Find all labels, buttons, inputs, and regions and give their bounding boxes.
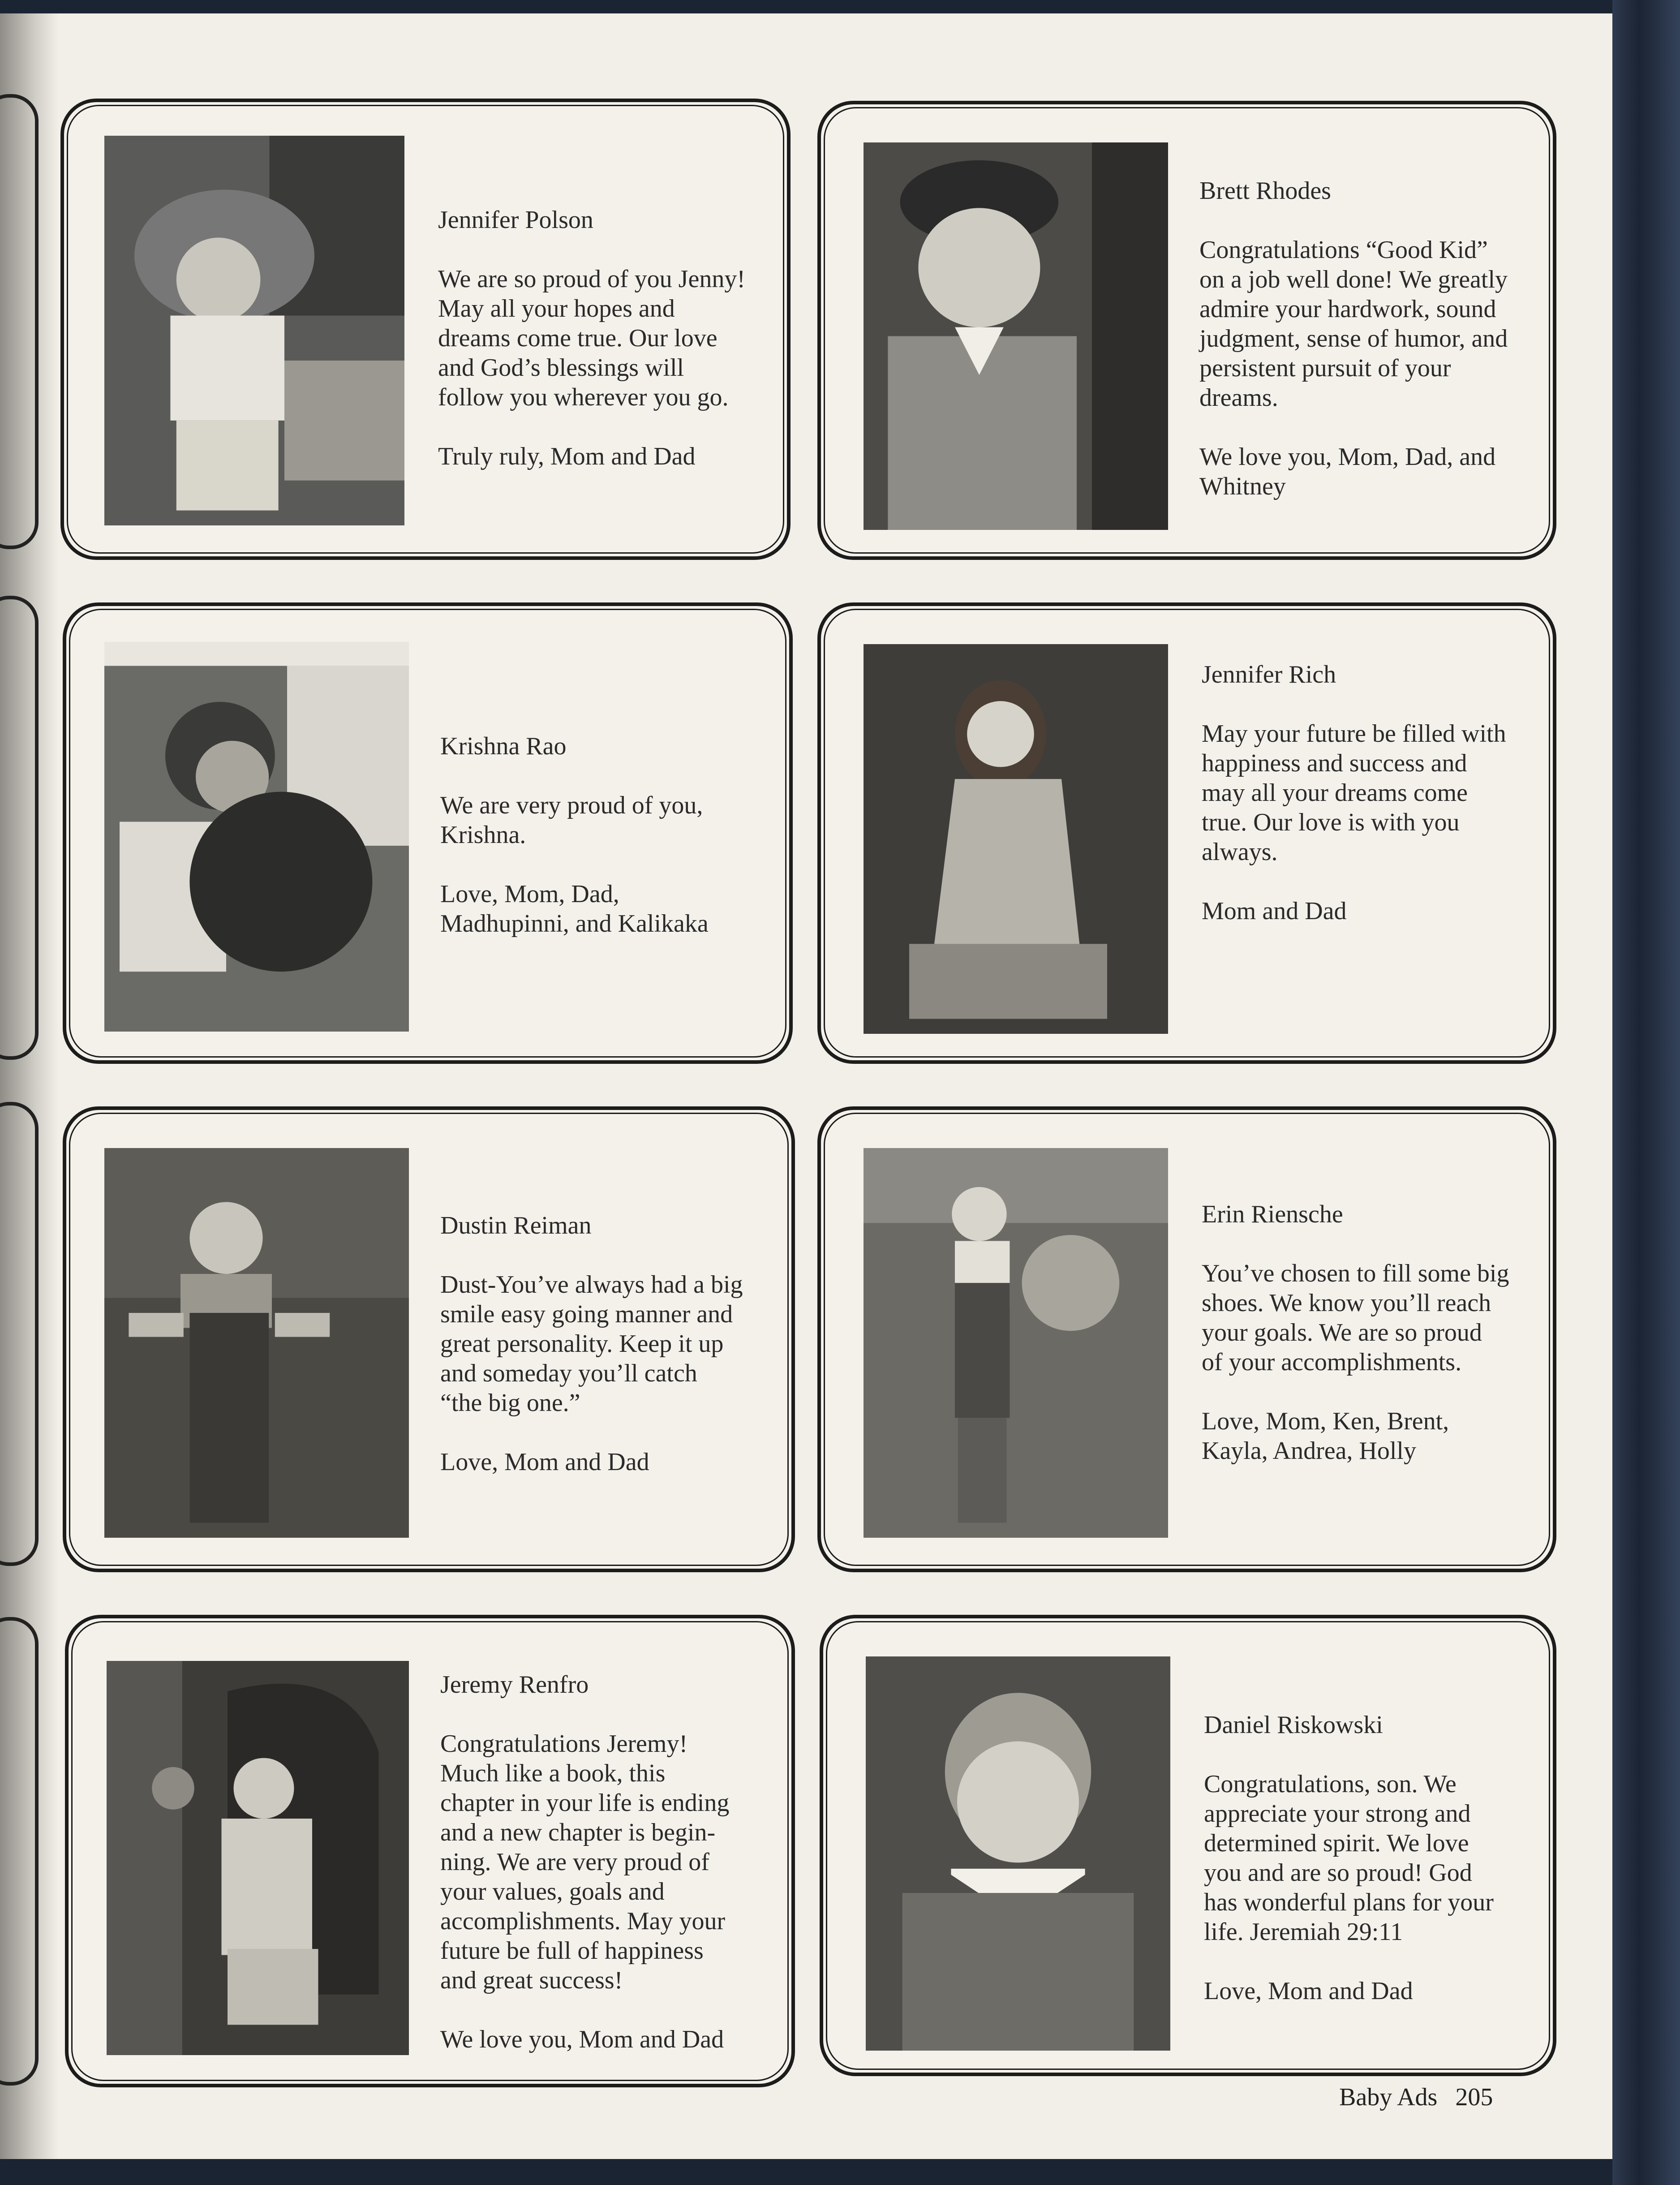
ad-message: We are so proud of you Jenny! May all your hopes and dreams come true. Our love and God’s blessings will follow you wherever you go. <box>438 265 745 411</box>
baby-photo <box>104 642 409 1032</box>
baby-photo <box>104 136 404 525</box>
child-name: Daniel Riskowski <box>1204 1711 1383 1739</box>
baby-ad-card <box>817 101 1556 560</box>
baby-ad-card <box>60 99 791 560</box>
child-name: Krishna Rao <box>440 732 567 760</box>
ad-text <box>440 1211 785 1477</box>
ad-message: Dust-You’ve always had a big smile easy going manner and great personality. Keep it up and someday you’ll catch “the big one.” <box>440 1271 743 1417</box>
ad-signature: Love, Mom and Dad <box>440 1448 649 1476</box>
baby-photo <box>864 644 1168 1034</box>
baby-ad-card <box>817 602 1556 1064</box>
left-page-card-edge <box>0 596 39 1060</box>
child-name: Jennifer Polson <box>438 206 593 234</box>
ad-signature: Mom and Dad <box>1202 897 1347 925</box>
baby-ad-card <box>63 1106 795 1572</box>
baby-photo <box>866 1656 1170 2051</box>
child-name: Erin Riensche <box>1202 1200 1343 1228</box>
ad-text <box>1202 1200 1551 1466</box>
ad-text <box>1199 176 1549 501</box>
book-spine <box>1612 0 1680 2185</box>
ad-signature: Love, Mom and Dad <box>1204 1977 1413 2005</box>
ad-text <box>438 205 778 471</box>
left-page-card-edge <box>0 94 39 549</box>
baby-photo <box>864 142 1168 530</box>
child-name: Brett Rhodes <box>1199 177 1331 205</box>
ad-text <box>1204 1710 1553 2006</box>
ad-text <box>1202 660 1551 926</box>
baby-photo <box>864 1148 1168 1538</box>
ad-message: Congratulations, son. We appreciate your strong and determined spirit. We love you and are so proud! God has wonderful plans for your life. Jeremiah 29:11 <box>1204 1770 1494 1946</box>
baby-ad-card <box>820 1615 1556 2076</box>
child-name: Jeremy Renfro <box>440 1671 589 1699</box>
ad-signature: Truly ruly, Mom and Dad <box>438 443 696 470</box>
section-title: Baby Ads <box>1339 2083 1438 2111</box>
ad-message: May your future be filled with happiness and success and may all your dreams come true. Our love is with you always. <box>1202 720 1506 866</box>
ad-text <box>440 1670 785 2054</box>
child-name: Jennifer Rich <box>1202 661 1336 688</box>
ad-signature: Love, Mom, Dad, Madhupinni, and Kalikaka <box>440 880 709 938</box>
left-page-card-edge <box>0 1102 39 1566</box>
ad-text <box>440 731 781 938</box>
baby-ad-card <box>65 1615 795 2087</box>
child-name: Dustin Reiman <box>440 1212 592 1239</box>
baby-ad-card <box>63 602 793 1064</box>
baby-photo <box>107 1661 409 2055</box>
ad-message: You’ve chosen to fill some big shoes. We know you’ll reach your goals. We are so proud of your accomplishments. <box>1202 1260 1509 1376</box>
ad-message: We are very proud of you, Krishna. <box>440 791 703 849</box>
ad-signature: We love you, Mom, Dad, and Whitney <box>1199 443 1496 500</box>
baby-ad-card <box>817 1106 1556 1572</box>
ad-message: Congratulations Jeremy! Much like a book, this chapter in your life is ending and a new chapter is begin- ning. We are very proud of your values, goals and accomplishments. May your future be full of happiness and great success! <box>440 1730 730 1994</box>
left-page-card-edge <box>0 1617 39 2086</box>
baby-photo <box>104 1148 409 1538</box>
ad-message: Congratulations “Good Kid” on a job well done! We greatly admire your hardwork, sound judgment, sense of humor, and persistent pursuit of your dreams. <box>1199 236 1508 412</box>
page-number: 205 <box>1455 2083 1493 2111</box>
page-footer <box>1339 2083 1511 2112</box>
ad-signature: We love you, Mom and Dad <box>440 2026 724 2053</box>
ad-signature: Love, Mom, Ken, Brent, Kayla, Andrea, Holly <box>1202 1407 1449 1465</box>
